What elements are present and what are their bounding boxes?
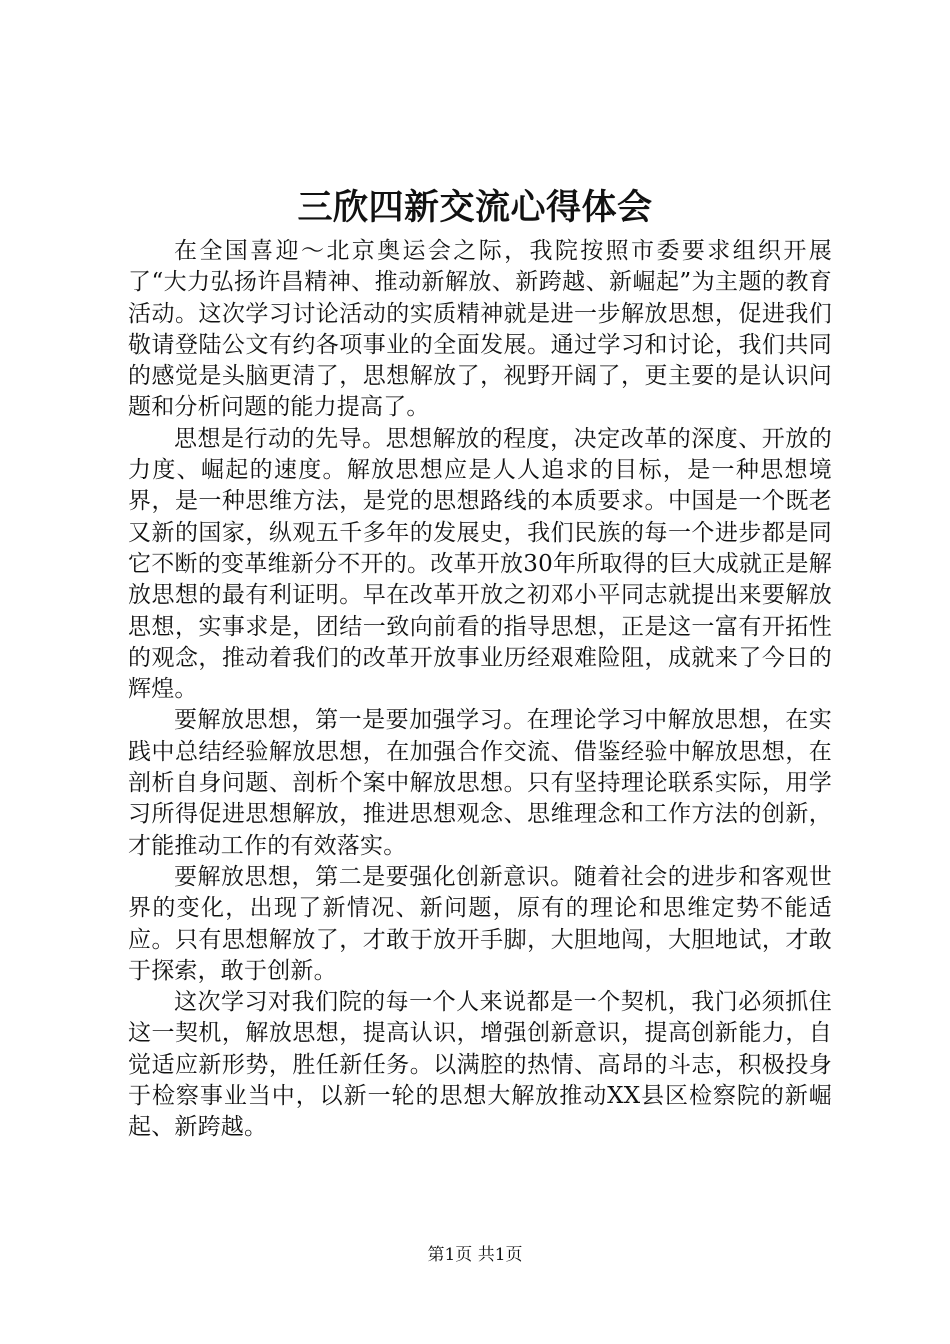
document-title: 三欣四新交流心得体会: [297, 187, 653, 228]
paragraph-5: 这次学习对我们院的每一个人来说都是一个契机，我门必须抓住这一契机，解放思想，提高认识，增强创新意识，提高创新能力，自觉适应新形势，胜任新任务。以满腔的热情、高昂的斗志，积极投身于检察事业当中，以新一轮的思想大解放推动XX县区检察院的新崛起、新跨越。: [128, 989, 832, 1141]
page-number-footer: 第1页 共1页: [427, 1245, 523, 1265]
paragraph-2: 思想是行动的先导。思想解放的程度，决定改革的深度、开放的力度、崛起的速度。解放思想应是人人追求的目标，是一种思想境界，是一种思维方法，是党的思想路线的本质要求。中国是一个既老又新的国家，纵观五千多年的发展史，我们民族的每一个进步都是同它不断的变革维新分不开的。改革开放30年所取得的巨大成就正是解放思想的最有利证明。早在改革开放之初邓小平同志就提出来要解放思想，实事求是，团结一致向前看的指导思想，正是这一富有开拓性的观念，推动着我们的改革开放事业历经艰难险阻，成就来了今日的辉煌。: [128, 425, 832, 703]
document-body: [128, 236, 832, 1144]
paragraph-1: 在全国喜迎～北京奥运会之际，我院按照市委要求组织开展了“大力弘扬许昌精神、推动新解放、新跨越、新崛起”为主题的教育活动。这次学习讨论活动的实质精神就是进一步解放思想，促进我们敬请登陆公文有约各项事业的全面发展。通过学习和讨论，我们共同的感觉是头脑更清了，思想解放了，视野开阔了，更主要的是认识问题和分析问题的能力提高了。: [128, 238, 832, 421]
paragraph-3: 要解放思想，第一是要加强学习。在理论学习中解放思想，在实践中总结经验解放思想，在加强合作交流、借鉴经验中解放思想，在剖析自身问题、剖析个案中解放思想。只有坚持理论联系实际，用学习所得促进思想解放，推进思想观念、思维理念和工作方法的创新，才能推动工作的有效落实。: [128, 707, 832, 859]
paragraph-4: 要解放思想，第二是要强化创新意识。随着社会的进步和客观世界的变化，出现了新情况、新问题，原有的理论和思维定势不能适应。只有思想解放了，才敢于放开手脚，大胆地闯，大胆地试，才敢于探索，敢于创新。: [128, 863, 832, 984]
